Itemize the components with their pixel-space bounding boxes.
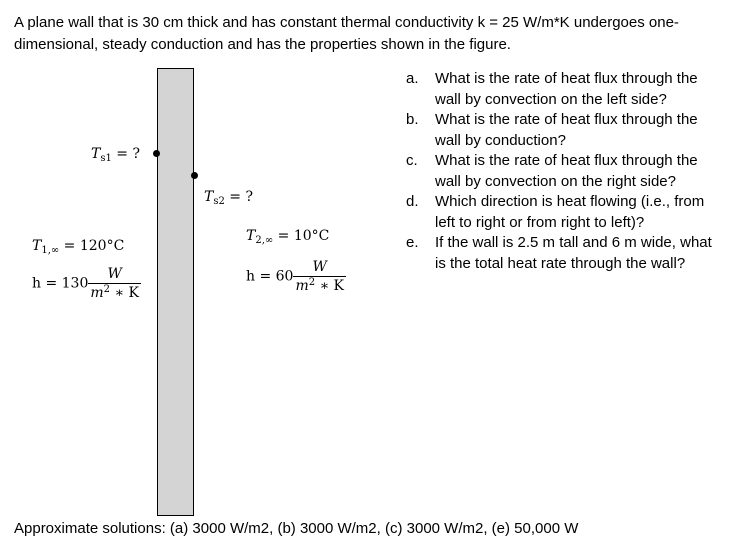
question-marker: d. bbox=[406, 193, 419, 210]
left-surface-point bbox=[153, 150, 160, 157]
question-text: What is the rate of heat flux through the wall by convection on the left side? bbox=[435, 70, 698, 108]
question-text: If the wall is 2.5 m tall and 6 m wide, what is the total heat rate through the wall? bbox=[435, 234, 712, 272]
left-fluid-temp-label: $T_{1,\infty} = 120^\circ C$ bbox=[32, 238, 125, 256]
question-text: What is the rate of heat flux through the wall by conduction? bbox=[435, 111, 698, 149]
question-item bbox=[406, 151, 726, 192]
question-list bbox=[406, 69, 726, 274]
right-surface-temp-label: $T_{s2}$ = ? bbox=[204, 189, 253, 207]
question-marker: b. bbox=[406, 111, 419, 128]
left-surface-temp-label: $T_{s1}$ = ? bbox=[91, 146, 140, 164]
question-item bbox=[406, 69, 726, 110]
right-fluid-temp-label: $T_{2,\infty} = 10^\circ C$ bbox=[246, 228, 330, 246]
question-text: What is the rate of heat flux through the wall by convection on the right side? bbox=[435, 152, 698, 190]
right-surface-point bbox=[191, 172, 198, 179]
question-text: Which direction is heat flowing (i.e., from left to right or from right to left)? bbox=[435, 193, 705, 231]
question-item bbox=[406, 233, 726, 274]
plane-wall bbox=[157, 68, 194, 516]
left-convection-coefficient: h = 130 $\frac{W}{m^2 ∗ K}$ bbox=[32, 266, 139, 301]
question-item bbox=[406, 192, 726, 233]
question-marker: c. bbox=[406, 152, 418, 169]
approximate-solutions: Approximate solutions: (a) 3000 W/m2, (b) 3000 W/m2, (c) 3000 W/m2, (e) 50,000 W bbox=[14, 520, 579, 537]
question-marker: a. bbox=[406, 70, 419, 87]
right-convection-coefficient: h = 60 $\frac{W}{m^2 ∗ K}$ bbox=[246, 259, 344, 294]
question-marker: e. bbox=[406, 234, 419, 251]
problem-statement: A plane wall that is 30 cm thick and has constant thermal conductivity k = 25 W/m*K undergoes one-dimensional, steady conduction and has the properties shown in the figure. bbox=[14, 14, 679, 53]
question-item bbox=[406, 110, 726, 151]
